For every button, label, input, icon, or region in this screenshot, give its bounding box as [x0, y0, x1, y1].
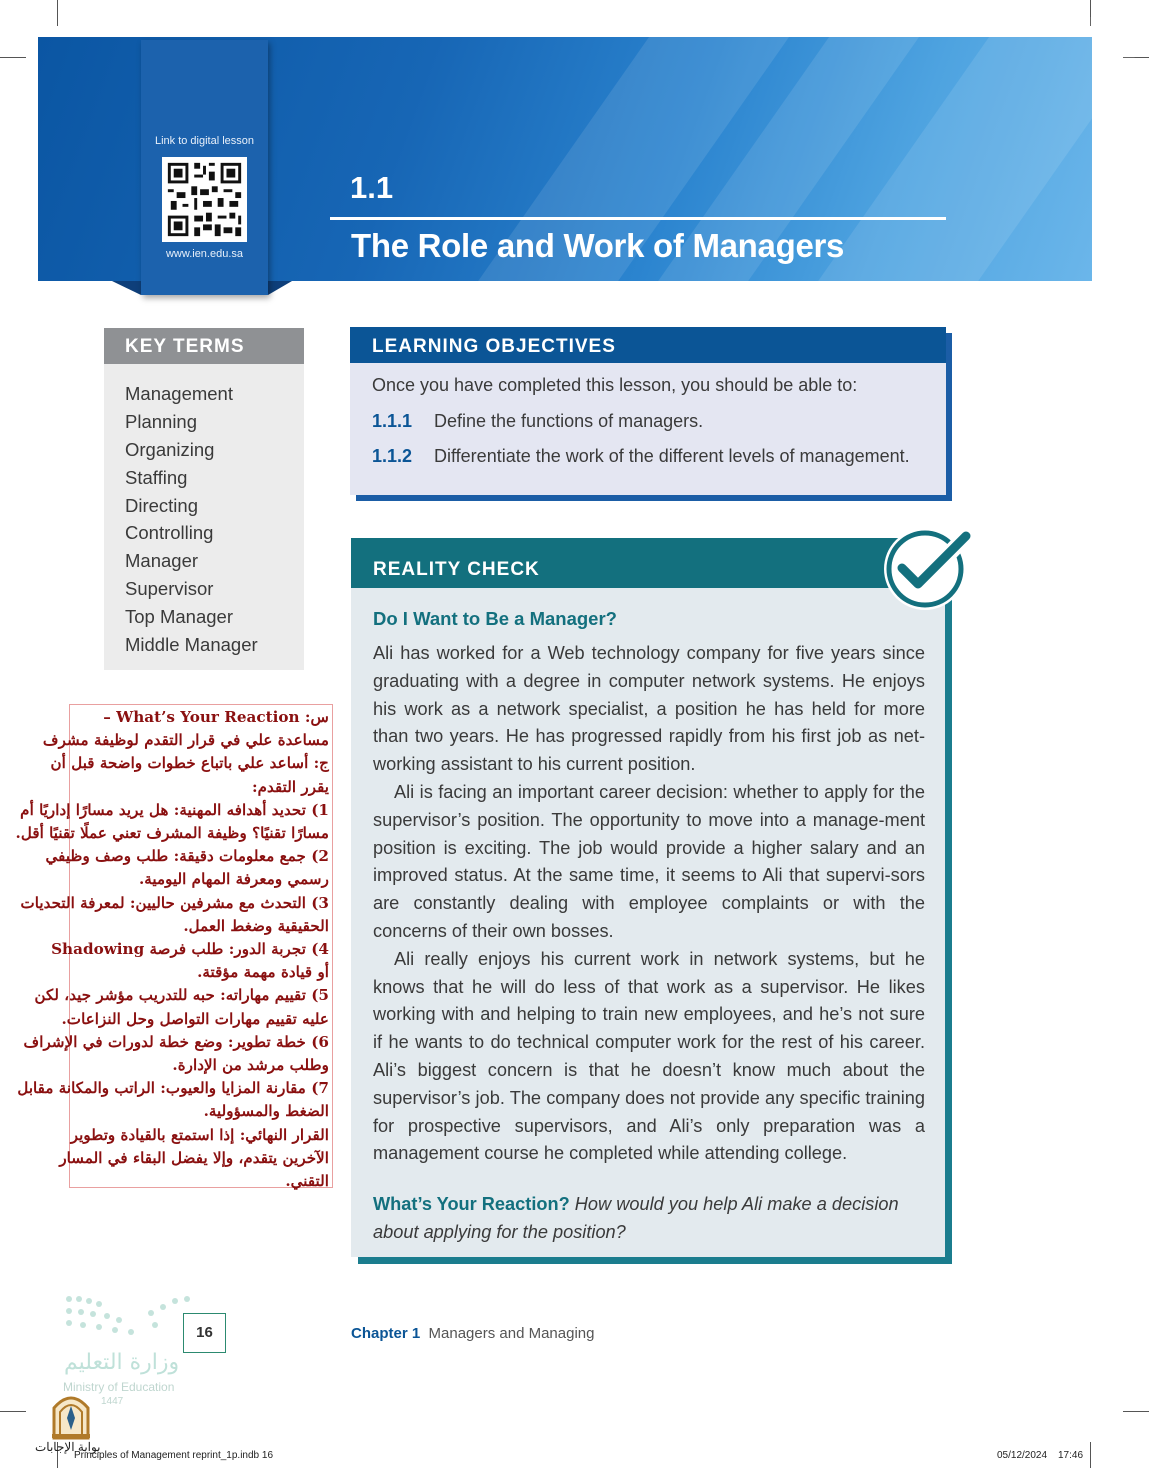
arabic-answer-note [15, 704, 333, 1191]
print-slug-time: 17:46 [1058, 1450, 1084, 1461]
note-line: 7) مقارنة المزايا والعيوب: الراتب والمكانة مقابل [17, 1079, 329, 1098]
crop-mark [1123, 1411, 1149, 1412]
ministry-year: 1447 [101, 1396, 124, 1407]
key-term: Middle Manager [125, 634, 258, 656]
checkmark-icon [882, 522, 974, 614]
objective-item [372, 446, 910, 467]
reaction-prompt [373, 1191, 925, 1247]
reaction-label: What’s Your Reaction? [373, 1194, 570, 1214]
page-number: 16 [183, 1313, 226, 1353]
ministry-name-english: Ministry of Education [63, 1380, 175, 1394]
objectives-intro: Once you have completed this lesson, you should be able to: [372, 375, 858, 395]
key-term: Planning [125, 410, 198, 432]
note-line: 2) جمع معلومات دقيقة: طلب وصف وظيفي [45, 847, 329, 866]
tab-fold [268, 281, 292, 295]
key-term: Manager [125, 550, 199, 572]
objective-number: 1.1.1 [372, 411, 413, 431]
qr-url[interactable]: www.ien.edu.sa [165, 248, 244, 260]
chapter-label: Chapter 1 [351, 1325, 421, 1342]
lesson-title: The Role and Work of Managers [351, 227, 845, 264]
print-slug-date: 05/12/2024 [997, 1450, 1048, 1461]
note-line: 3) التحدث مع مشرفين حاليين: لمعرفة التحديات [20, 893, 329, 912]
ministry-name-arabic: وزارة التعليم [64, 1350, 180, 1375]
body-paragraph: Ali really enjoys his current work in network systems, but he knows that he will do less of that work as a supervisor. He likes working with and helping to train new employees, and he’s not sure if he wants to do technical computer work for the rest of his career. Ali’s biggest concern is that he doesn’t know much about the supervisor’s job. The company does not provide any specific training for prospective supervisors, and Ali’s only preparation was a management course he completed while attending college. [373, 948, 925, 1164]
site-logo-icon [48, 1388, 94, 1440]
reality-check-question: Do I Want to Be a Manager? [373, 608, 617, 629]
tab-fold [112, 281, 141, 295]
note-line: وطلب مرشد من الإدارة. [172, 1056, 329, 1075]
qr-caption: Link to digital lesson [154, 135, 255, 147]
key-term: Staffing [125, 466, 188, 488]
objective-item [372, 411, 703, 432]
reality-check-heading: REALITY CHECK [351, 538, 945, 588]
note-line: ج: أساعد علي باتباع خطوات واضحة قبل أن [50, 754, 329, 773]
note-line: الآخرين يتقدم، وإلا يفضل البقاء في المسار [59, 1148, 329, 1167]
objective-text: Differentiate the work of the different levels of management. [434, 446, 910, 466]
note-line: يقرر التقدم: [251, 777, 329, 796]
note-line: س: What’s Your Reaction – [103, 708, 329, 726]
note-line: الحقيقية وضغط العمل. [183, 916, 329, 935]
key-term: Directing [125, 494, 198, 516]
digital-lesson-tab[interactable] [141, 40, 268, 295]
objective-text: Define the functions of managers. [434, 411, 704, 431]
reality-check-body [373, 640, 925, 1168]
crop-mark [0, 1411, 26, 1412]
note-line: رسمي ومعرفة المهام اليومية. [138, 870, 329, 889]
note-line: مسارًا تقنيًا؟ وظيفة المشرف تعني عملًا تقنيًا أقل. [15, 824, 329, 843]
note-line: القرار النهائي: إذا استمتع بالقيادة وتطوير [70, 1125, 329, 1144]
print-slug-file: Principles of Management reprint_1p.indb 16 [74, 1450, 274, 1461]
crop-mark [0, 57, 26, 58]
key-terms-heading: KEY TERMS [104, 328, 304, 364]
objective-number: 1.1.2 [372, 446, 413, 466]
learning-objectives-heading: LEARNING OBJECTIVES [350, 327, 946, 363]
note-line: الضغط والمسؤولية. [203, 1102, 329, 1121]
crop-mark [1090, 1442, 1091, 1468]
body-paragraph: Ali has worked for a Web technology company for five years since graduating with a degree in computer network systems. He enjoys his work as a network specialist, a position he has held for more than two years. He has progressed rapidly from his first job as net-working assistant to his current position. [373, 643, 925, 775]
body-paragraph: Ali is facing an important career decision: whether to apply for the supervisor’s position. The opportunity to move into a manage-ment position is exciting. The job would provide a higher salary and an improved status. At the same time, it seems to Ali that supervi-sors are constantly dealing with employee complaints or with the concerns of their own bosses. [373, 781, 925, 941]
key-term: Top Manager [125, 606, 233, 628]
key-terms-panel [104, 364, 304, 670]
learning-objectives-box [350, 327, 946, 495]
lesson-number: 1.1 [350, 170, 394, 205]
qr-code-icon[interactable] [162, 157, 247, 242]
key-term: Management [125, 383, 233, 404]
crop-mark [57, 0, 58, 26]
note-line: 5) تقييم مهاراته: حبه للتدريب مؤشر جيد، لكن [34, 986, 329, 1005]
note-line: 4) تجربة الدور: طلب فرصة Shadowing [51, 940, 329, 959]
note-line: مساعدة علي في قرار التقدم لوظيفة مشرف [42, 731, 329, 750]
chapter-footer [351, 1325, 594, 1342]
key-term: Controlling [125, 522, 214, 544]
note-line: التقني. [285, 1172, 329, 1191]
key-terms-list [104, 364, 304, 659]
key-term: Supervisor [125, 578, 214, 600]
note-line: 1) تحديد أهدافه المهنية: هل يريد مسارًا إداريًا أم [20, 800, 329, 819]
reality-check-box [351, 538, 945, 1257]
title-divider [330, 217, 946, 220]
site-watermark: بوابة الإجابات [35, 1440, 101, 1454]
reaction-text: How would you help Ali make a decision about applying for the position? [373, 1194, 899, 1242]
note-line: أو قيادة مهمة مؤقتة. [197, 963, 329, 982]
note-line: عليه تقييم مهارات التواصل وحل النزاعات. [61, 1009, 329, 1028]
note-line: 6) خطة تطوير: وضع خطة لدورات في الإشراف [23, 1032, 329, 1051]
key-term: Organizing [125, 438, 215, 460]
chapter-title: Managers and Managing [428, 1325, 595, 1342]
